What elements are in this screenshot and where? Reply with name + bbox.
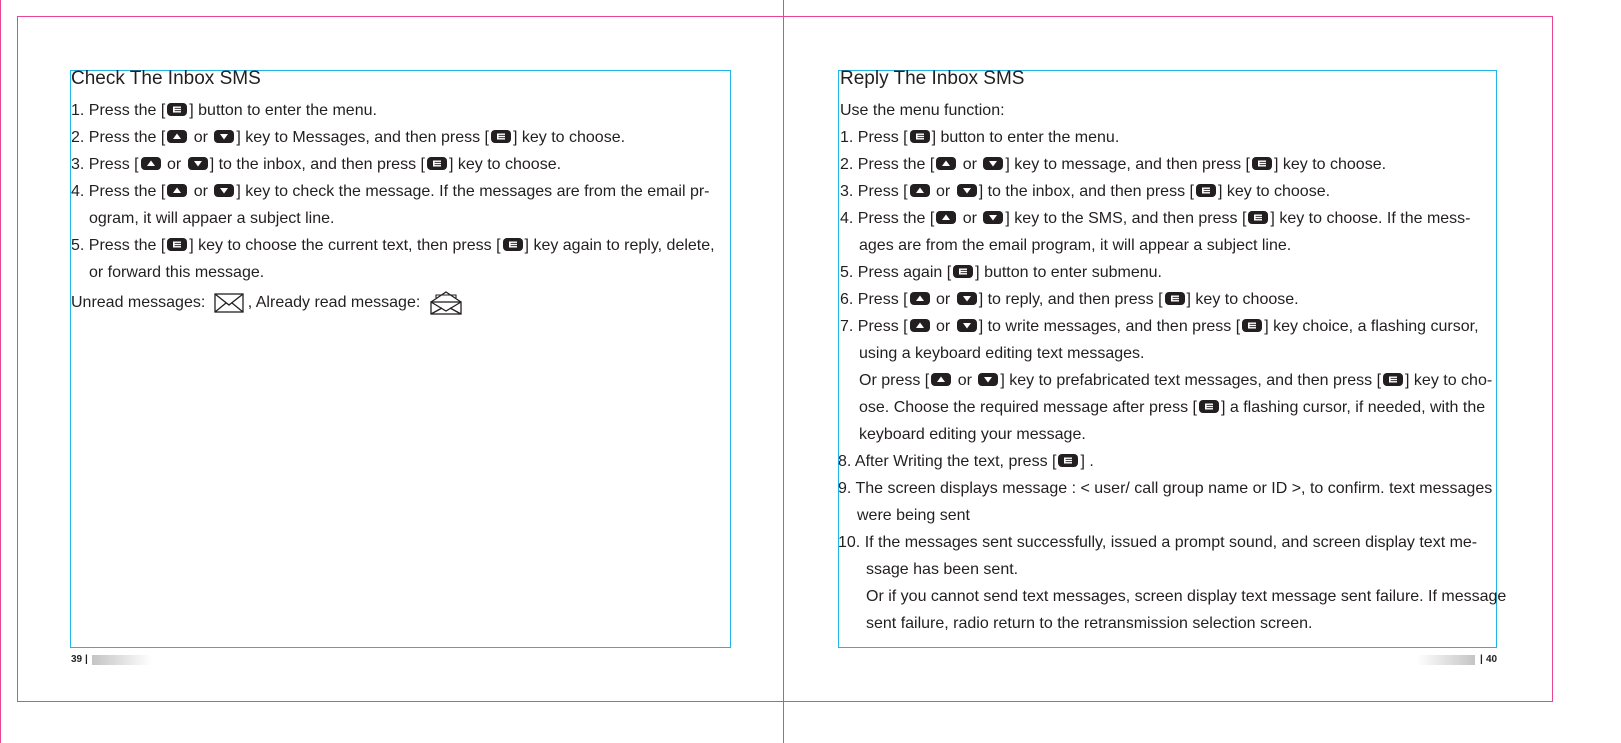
down-arrow-key-icon bbox=[214, 130, 234, 143]
menu-key-icon bbox=[1252, 157, 1272, 170]
down-arrow-key-icon bbox=[214, 184, 234, 197]
open-envelope-icon bbox=[429, 290, 463, 316]
up-arrow-key-icon bbox=[167, 130, 187, 143]
right-step-10: 10. If the messages sent successfully, issued a prompt sound, and screen display text me- bbox=[838, 534, 1478, 551]
up-arrow-key-icon bbox=[931, 373, 951, 386]
right-intro: Use the menu function: bbox=[840, 102, 1005, 119]
right-page-number-bar: | bbox=[1480, 654, 1483, 665]
menu-key-icon bbox=[1058, 454, 1078, 467]
left-step-2: 2. Press the [ or ] key to Messages, and then press [ ] key to choose. bbox=[71, 129, 626, 146]
trim-line-bottom bbox=[17, 701, 1553, 702]
down-arrow-key-icon bbox=[978, 373, 998, 386]
trim-line-left bbox=[17, 16, 18, 702]
right-step-5: 5. Press again [ ] button to enter submenu. bbox=[840, 264, 1162, 281]
left-envelope-legend: Unread messages: , Already read message: bbox=[71, 290, 467, 316]
right-step-7-alt: Or press [ or ] key to prefabricated text messages, and then press [ ] key to cho- bbox=[859, 372, 1493, 389]
left-step-3: 3. Press [ or ] to the inbox, and then press [ ] key to choose. bbox=[71, 156, 562, 173]
trim-line-right bbox=[1552, 16, 1553, 702]
up-arrow-key-icon bbox=[910, 319, 930, 332]
menu-key-icon bbox=[167, 238, 187, 251]
menu-key-icon bbox=[1196, 184, 1216, 197]
right-step-7-cont: using a keyboard editing text messages. bbox=[859, 345, 1145, 362]
right-step-7-alt-cont: ose. Choose the required message after press [ ] a flashing cursor, if needed, with the bbox=[859, 399, 1486, 416]
left-step-1: 1. Press the [ ] button to enter the menu. bbox=[71, 102, 377, 119]
right-step-9: 9. The screen displays message : < user/ call group name or ID >, to confirm. text messages bbox=[838, 480, 1493, 497]
right-step-4-cont: ages are from the email program, it will appear a subject line. bbox=[859, 237, 1292, 254]
right-step-3: 3. Press [ or ] to the inbox, and then press [ ] key to choose. bbox=[840, 183, 1331, 200]
up-arrow-key-icon bbox=[936, 211, 956, 224]
right-step-4: 4. Press the [ or ] key to the SMS, and then press [ ] key to choose. If the mess- bbox=[840, 210, 1471, 227]
menu-key-icon bbox=[167, 103, 187, 116]
up-arrow-key-icon bbox=[910, 292, 930, 305]
right-step-2: 2. Press the [ or ] key to message, and then press [ ] key to choose. bbox=[840, 156, 1387, 173]
left-step-4: 4. Press the [ or ] key to check the message. If the messages are from the email pr- bbox=[71, 183, 710, 200]
down-arrow-key-icon bbox=[957, 319, 977, 332]
down-arrow-key-icon bbox=[957, 184, 977, 197]
left-page-number-bar: | bbox=[85, 654, 88, 665]
up-arrow-key-icon bbox=[167, 184, 187, 197]
left-page-title: Check The Inbox SMS bbox=[71, 68, 261, 89]
menu-key-icon bbox=[427, 157, 447, 170]
menu-key-icon bbox=[953, 265, 973, 278]
up-arrow-key-icon bbox=[910, 184, 930, 197]
right-step-9-cont: were being sent bbox=[857, 507, 970, 524]
trim-line-top bbox=[17, 16, 1553, 17]
menu-key-icon bbox=[1242, 319, 1262, 332]
bleed-line-top bbox=[0, 0, 1, 743]
closed-envelope-icon bbox=[214, 292, 244, 314]
right-step-6: 6. Press [ or ] to reply, and then press [ ] key to choose. bbox=[840, 291, 1299, 308]
menu-key-icon bbox=[1199, 400, 1219, 413]
up-arrow-key-icon bbox=[141, 157, 161, 170]
right-step-10-alt: Or if you cannot send text messages, screen display text message sent failure. If message bbox=[866, 588, 1507, 605]
left-page-gradient-bar bbox=[92, 655, 152, 665]
menu-key-icon bbox=[503, 238, 523, 251]
right-step-7-alt-cont-2: keyboard editing your message. bbox=[859, 426, 1086, 443]
left-step-5: 5. Press the [ ] key to choose the current text, then press [ ] key again to reply, delete, bbox=[71, 237, 715, 254]
down-arrow-key-icon bbox=[188, 157, 208, 170]
menu-key-icon bbox=[910, 130, 930, 143]
menu-key-icon bbox=[1165, 292, 1185, 305]
right-page-gradient-bar bbox=[1417, 655, 1475, 665]
right-step-7: 7. Press [ or ] to write messages, and then press [ ] key choice, a flashing cursor, bbox=[840, 318, 1479, 335]
left-page-number: 39 bbox=[71, 654, 83, 665]
down-arrow-key-icon bbox=[983, 211, 1003, 224]
left-step-5-cont: or forward this message. bbox=[89, 264, 265, 281]
left-step-4-cont: ogram, it will appaer a subject line. bbox=[89, 210, 335, 227]
up-arrow-key-icon bbox=[936, 157, 956, 170]
right-step-10-cont: ssage has been sent. bbox=[866, 561, 1019, 578]
right-page-number: 40 bbox=[1486, 654, 1498, 665]
right-step-1: 1. Press [ ] button to enter the menu. bbox=[840, 129, 1120, 146]
menu-key-icon bbox=[1383, 373, 1403, 386]
center-fold-line bbox=[783, 0, 784, 743]
down-arrow-key-icon bbox=[957, 292, 977, 305]
menu-key-icon bbox=[1248, 211, 1268, 224]
menu-key-icon bbox=[491, 130, 511, 143]
right-step-8: 8. After Writing the text, press [ ] . bbox=[838, 453, 1094, 470]
down-arrow-key-icon bbox=[983, 157, 1003, 170]
right-page-title: Reply The Inbox SMS bbox=[840, 68, 1025, 89]
right-step-10-alt-cont: sent failure, radio return to the retransmission selection screen. bbox=[866, 615, 1313, 632]
